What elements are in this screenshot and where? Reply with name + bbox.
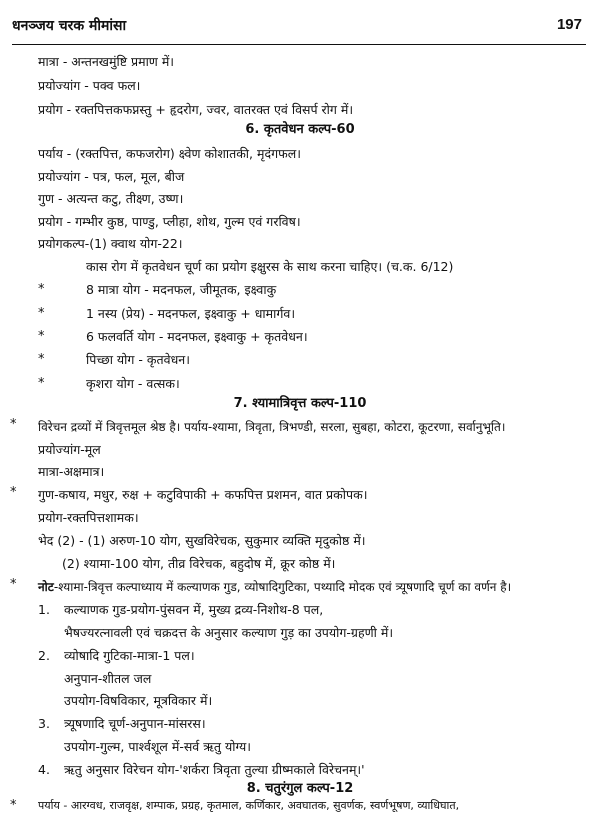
list-number: 3. xyxy=(38,716,50,731)
section-heading-chaturangul: 8. चतुरंगुल कल्प-12 xyxy=(246,781,354,796)
text-line-virechan: विरेचन द्रव्यों में त्रिवृत्तमूल श्रेष्ठ है। पर्याय-श्यामा, त्रिवृता, त्रिभण्डी, सरला, सुबहा, कोटरा, कूटरणा, सर्वानुभूति। xyxy=(38,420,506,434)
list-number: 1. xyxy=(38,602,50,617)
bullet-marker: * xyxy=(10,577,17,592)
text-line-prayojyang: प्रयोज्यांग - पक्व फल। xyxy=(38,78,141,93)
text-line-prayog-3: प्रयोग-रक्तपित्तशामक। xyxy=(38,510,139,525)
text-line-paryay: पर्याय - (रक्तपित्त, कफजरोग) क्ष्वेण कोशातकी, मृदंगफल। xyxy=(38,146,301,161)
bullet-marker: * xyxy=(10,417,17,432)
list-item: ऋतु अनुसार विरेचन योग-'शर्करा त्रिवृता तुल्या ग्रीष्मकाले विरेचनम्।' xyxy=(64,762,365,777)
section-heading-shyama: 7. श्यामात्रिवृत्त कल्प-110 xyxy=(233,396,367,411)
text-line-bhed: भेद (2) - (1) अरुण-10 योग, सुखविरेचक, सुकुमार व्यक्ति मृदुकोष्ठ में। xyxy=(38,533,366,548)
list-number: 4. xyxy=(38,762,50,777)
note-label: नोट xyxy=(38,580,54,594)
note-text: -श्यामा-त्रिवृत्त कल्पाध्याय में कल्याणक गुड, व्योषादिगुटिका, पथ्यादि मोदक एवं त्र्यूषणादि चूर्ण का वर्णन है। xyxy=(53,580,512,594)
list-item: अनुपान-शीतल जल xyxy=(64,671,152,686)
text-line-bhed-2: (2) श्यामा-100 योग, तीव्र विरेचक, बहुदोष में, क्रूर कोष्ठ में। xyxy=(62,556,336,571)
list-item: उपयोग-गुल्म, पार्श्वशूल में-सर्व ऋतु योग्य। xyxy=(64,739,251,754)
list-item: पिच्छा योग - कृतवेधन। xyxy=(86,352,190,367)
section-heading-kritavedhan: 6. कृतवेधन कल्प-60 xyxy=(245,122,355,137)
list-item: कल्याणक गुड-प्रयोग-पुंसवन में, मुख्य द्रव्य-निशोथ-8 पल, xyxy=(64,602,324,617)
text-line-prayojyang-2: प्रयोज्यांग - पत्र, फल, मूल, बीज xyxy=(38,169,185,184)
bullet-marker: * xyxy=(38,306,45,321)
text-line-kas-rog: कास रोग में कृतवेधन चूर्ण का प्रयोग इक्षुरस के साथ करना चाहिए। (च.क. 6/12) xyxy=(86,259,454,274)
text-line-prayogkalp: प्रयोगकल्प-(1) क्वाथ योग-22। xyxy=(38,236,183,251)
list-item: त्र्यूषणादि चूर्ण-अनुपान-मांसरस। xyxy=(64,716,206,731)
page-number: 197 xyxy=(556,16,582,33)
bullet-marker: * xyxy=(38,376,45,391)
text-line-prayog-2: प्रयोग - गम्भीर कुष्ठ, पाण्डु, प्लीहा, शोथ, गुल्म एवं गरविष। xyxy=(38,214,301,229)
list-item: कृशरा योग - वत्सक। xyxy=(86,376,180,391)
bullet-marker: * xyxy=(38,282,45,297)
text-line-matra: मात्रा - अन्तनखमुंष्टि प्रमाण में। xyxy=(38,54,175,69)
note-line xyxy=(38,578,511,596)
text-line-matra-2: मात्रा-अक्षमात्र। xyxy=(38,464,105,479)
list-item: उपयोग-विषविकार, मूत्रविकार में। xyxy=(64,693,213,708)
text-line-gun: गुण - अत्यन्त कटु, तीक्ष्ण, उष्ण। xyxy=(38,191,184,206)
list-item: 6 फलवर्ति योग - मदनफल, इक्ष्वाकु + कृतवेधन। xyxy=(86,329,308,344)
bullet-marker: * xyxy=(38,329,45,344)
list-item: 8 मात्रा योग - मदनफल, जीमूतक, इक्ष्वाकु xyxy=(86,282,277,297)
text-line-prayog: प्रयोग - रक्तपित्तकफप्नस्तु + हृदरोग, ज्वर, वातरक्त एवं विसर्प रोग में। xyxy=(38,102,354,117)
list-item: व्योषादि गुटिका-मात्रा-1 पल। xyxy=(64,648,195,663)
header-rule xyxy=(12,44,586,45)
list-number: 2. xyxy=(38,648,50,663)
bullet-marker: * xyxy=(10,485,17,500)
running-header-title: धनञ्जय चरक मीमांसा xyxy=(12,18,127,34)
list-item: 1 नस्य (प्रेय) - मदनफल, इक्ष्वाकु + धामार्गव। xyxy=(86,306,296,321)
text-line-prayojyang-mool: प्रयोज्यांग-मूल xyxy=(38,442,101,457)
list-item: भैषज्यरत्नावली एवं चक्रदत्त के अनुसार कल्याण गुड़ का उपयोग-ग्रहणी में। xyxy=(64,625,394,640)
text-line-paryay-2: पर्याय - आरग्वध, राजवृक्ष, शम्पाक, प्रग्रह, कृतमाल, कर्णिकार, अवघातक, सुवर्णक, स्वर्णभूषण, व्याधिघात, xyxy=(38,799,460,812)
bullet-marker: * xyxy=(38,352,45,367)
bullet-marker: * xyxy=(10,798,17,813)
text-line-gun-2: गुण-कषाय, मधुर, रुक्ष + कटुविपाकी + कफपित्त प्रशमन, वात प्रकोपक। xyxy=(38,487,368,502)
